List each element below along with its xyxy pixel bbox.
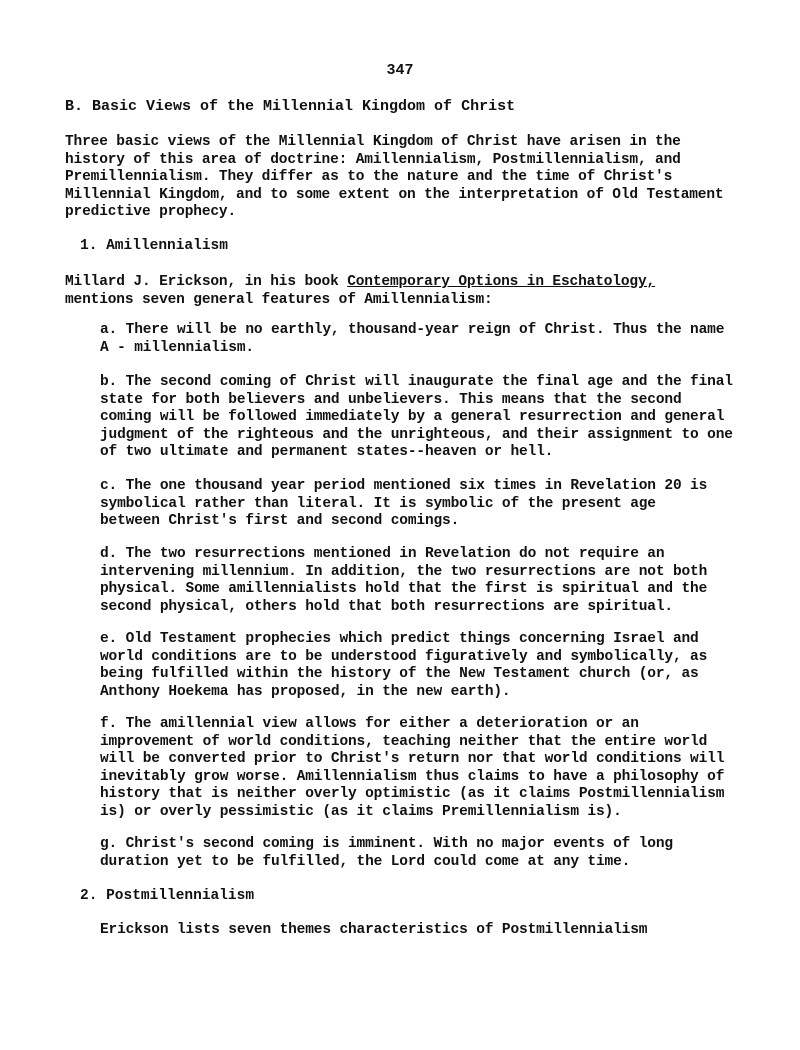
- feature-item-g: g. Christ's second coming is imminent. With no major events of long duration yet to be fulfilled, the Lord could come at any time.: [100, 836, 673, 870]
- postmil-intro-paragraph: Erickson lists seven themes characteristics of Postmillennialism: [100, 922, 648, 938]
- erickson-intro-after: mentions seven general features of Amillennialism:: [65, 291, 493, 308]
- book-title: Contemporary Options in Eschatology,: [347, 274, 656, 290]
- feature-item-d: d. The two resurrections mentioned in Revelation do not require an intervening millennium. In addition, the two resurrections are not both physical. Some amillennialists hold that the first is spiritual and the second physical, others hold that both resurrections are spiritual.: [100, 546, 708, 615]
- intro-paragraph: Three basic views of the Millennial Kingdom of Christ have arisen in the history of this area of doctrine: Amillennialism, Postmillennialism, and Premillennialism. They differ as to the nature and the time of Christ's Millennial Kingdom, and to some extent on the interpretation of Old Testament predictive prophecy.: [65, 134, 724, 221]
- feature-item-b: b. The second coming of Christ will inaugurate the final age and the final state for both believers and unbelievers. This means that the second coming will be followed immediately by a general resurrection and general judgment of the righteous and the unrighteous, and their assignment to one of two ultimate and permanent states--heaven or hell.: [100, 374, 733, 461]
- page-number: 347: [386, 62, 414, 79]
- section-heading: B. Basic Views of the Millennial Kingdom of Christ: [65, 98, 516, 115]
- feature-item-a: a. There will be no earthly, thousand-year reign of Christ. Thus the name A - millennialism.: [100, 322, 725, 356]
- erickson-intro-before: Millard J. Erickson, in his book: [65, 274, 348, 290]
- feature-item-e: e. Old Testament prophecies which predict things concerning Israel and world conditions are to be understood figuratively and symbolically, as being fulfilled within the history of the New Testament church (or, as Anthony Hoekema has proposed, in the new earth).: [100, 631, 708, 700]
- postmillennialism-heading: 2. Postmillennialism: [80, 888, 255, 904]
- feature-item-c: c. The one thousand year period mentioned six times in Revelation 20 is symbolical rather than literal. It is symbolic of the present age between Christ's first and second comings.: [100, 478, 708, 530]
- feature-item-f: f. The amillennial view allows for either a deterioration or an improvement of world conditions, teaching neither that the entire world will be converted prior to Christ's return nor that world conditions will inevitably grow worse. Amillennialism thus claims to have a philosophy of history that is neither overly optimistic (as it claims Postmillennialism is) or overly pessimistic (as it claims Premillennialism is).: [100, 716, 725, 820]
- amillennialism-heading: 1. Amillennialism: [80, 238, 228, 254]
- erickson-intro-paragraph: [65, 274, 745, 309]
